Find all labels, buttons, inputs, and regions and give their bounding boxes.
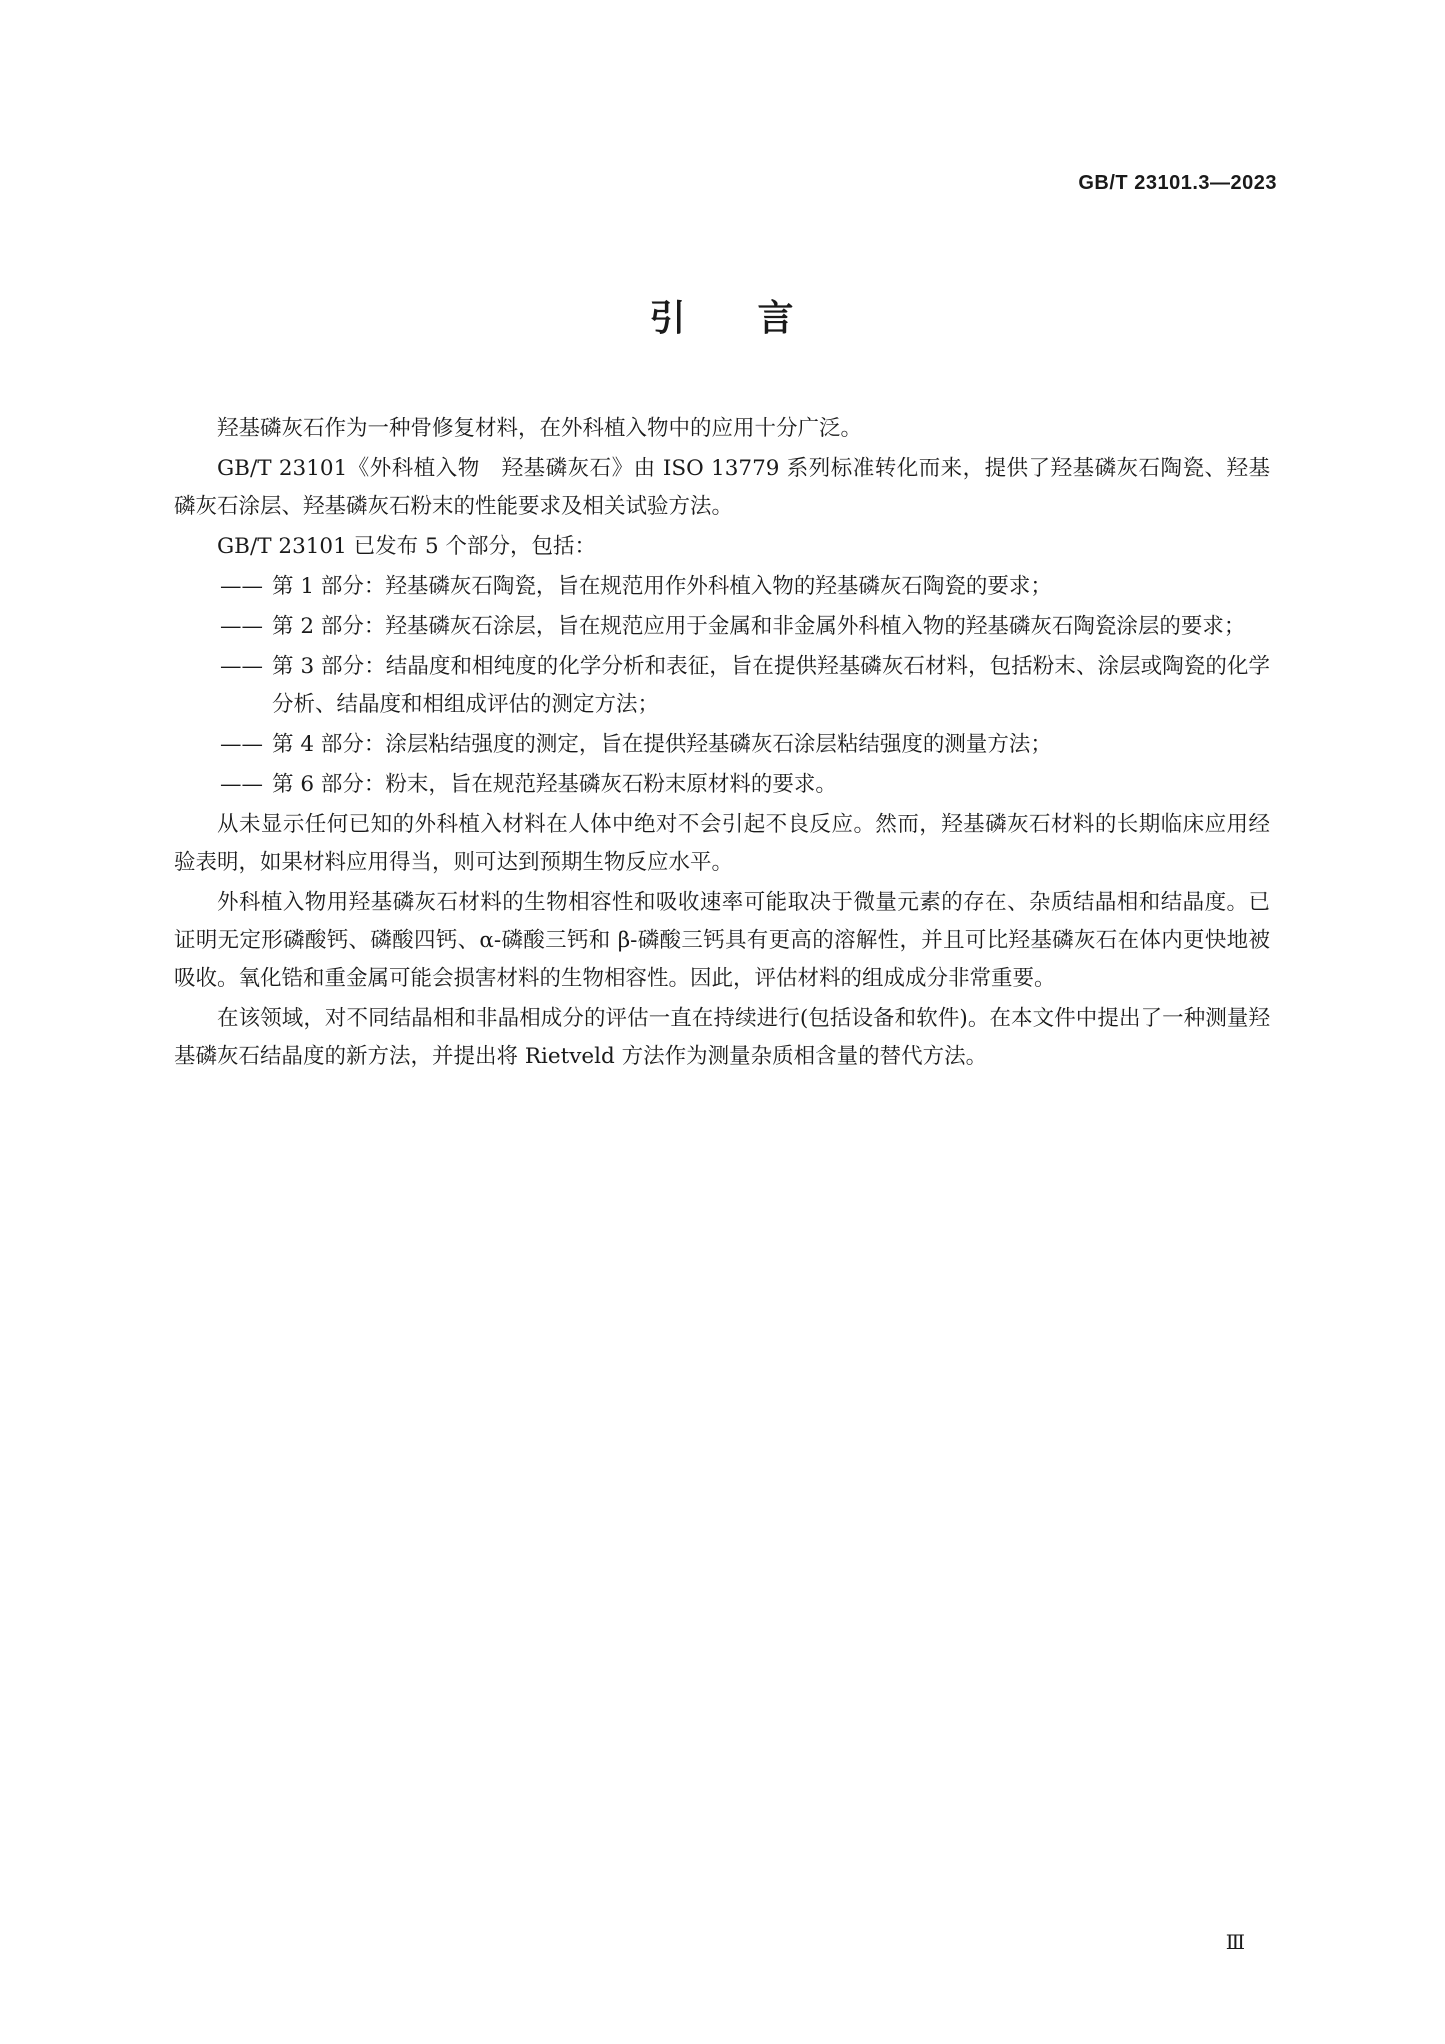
list-item: —— 第 2 部分：羟基磷灰石涂层，旨在规范应用于金属和非金属外科植入物的羟基磷灰石陶瓷涂层的要求； [174, 608, 1270, 646]
page-title [0, 290, 1445, 341]
list-item: —— 第 6 部分：粉末，旨在规范羟基磷灰石粉末原材料的要求。 [174, 766, 1270, 804]
paragraph: 羟基磷灰石作为一种骨修复材料，在外科植入物中的应用十分广泛。 [217, 416, 863, 441]
paragraph: GB/T 23101 已发布 5 个部分，包括： [217, 534, 596, 559]
list-item: —— 第 3 部分：结晶度和相纯度的化学分析和表征，旨在提供羟基磷灰石材料，包括粉末、涂层或陶瓷的化学分析、结晶度和相组成评估的测定方法； [174, 648, 1270, 724]
title-char-1: 引 [649, 298, 688, 339]
page-number: Ⅲ [1225, 1930, 1245, 1954]
title-char-2: 言 [757, 298, 796, 339]
paragraph: 从未显示任何已知的外科植入材料在人体中绝对不会引起不良反应。然而，羟基磷灰石材料的长期临床应用经验表明，如果材料应用得当，则可达到预期生物反应水平。 [174, 812, 1270, 875]
list-item: —— 第 1 部分：羟基磷灰石陶瓷，旨在规范用作外科植入物的羟基磷灰石陶瓷的要求； [174, 568, 1270, 606]
paragraph: 外科植入物用羟基磷灰石材料的生物相容性和吸收速率可能取决于微量元素的存在、杂质结晶相和结晶度。已证明无定形磷酸钙、磷酸四钙、α-磷酸三钙和 β-磷酸三钙具有更高的溶解性，并且可比羟基磷灰石在体内更快地被吸收。氧化锆和重金属可能会损害材料的生物相容性。因此，评估材料的组成成分非常重要。 [174, 890, 1270, 991]
list-item: —— 第 4 部分：涂层粘结强度的测定，旨在提供羟基磷灰石涂层粘结强度的测量方法； [174, 726, 1270, 764]
document-body [174, 410, 1270, 1078]
standard-code: GB/T 23101.3—2023 [1078, 172, 1277, 194]
paragraph: 在该领域，对不同结晶相和非晶相成分的评估一直在持续进行(包括设备和软件)。在本文件中提出了一种测量羟基磷灰石结晶度的新方法，并提出将 Rietveld 方法作为测量杂质相含量的替代方法。 [174, 1006, 1270, 1069]
paragraph: GB/T 23101《外科植入物 羟基磷灰石》由 ISO 13779 系列标准转化而来，提供了羟基磷灰石陶瓷、羟基磷灰石涂层、羟基磷灰石粉末的性能要求及相关试验方法。 [174, 456, 1270, 519]
